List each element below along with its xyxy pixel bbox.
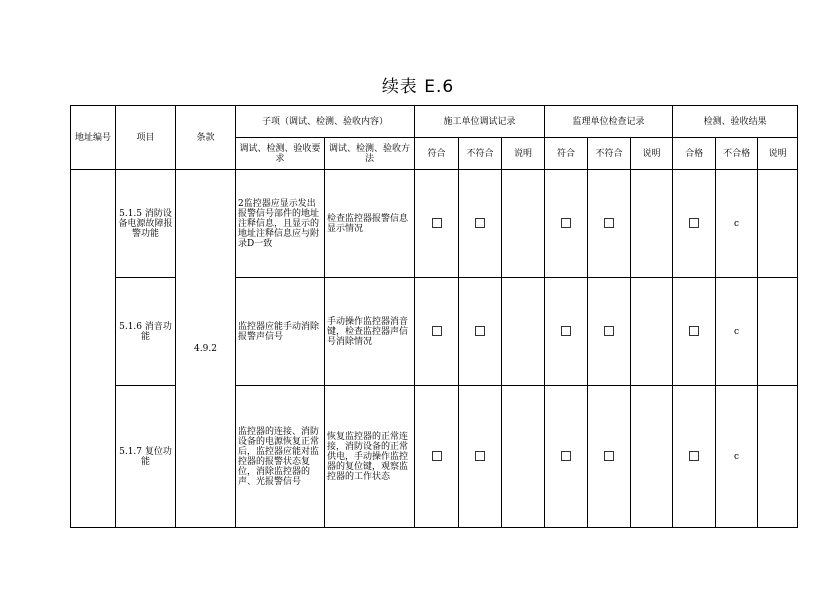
unqualified-mark[interactable]: c <box>734 326 740 337</box>
header-result-unqualified: 不合格 <box>716 138 758 170</box>
construction-note-cell[interactable] <box>502 170 545 278</box>
header-result-group: 检测、验收结果 <box>673 106 798 138</box>
method-cell: 手动操作监控器消音键，检查监控器声信号消除情况 <box>325 278 415 386</box>
construction-note-cell[interactable] <box>502 278 545 386</box>
header-project: 项目 <box>116 106 176 170</box>
project-cell: 5.1.7 复位功能 <box>116 386 176 528</box>
checkbox-icon[interactable] <box>432 326 442 336</box>
checkbox-icon[interactable] <box>475 218 485 228</box>
header-result-qualified: 合格 <box>673 138 716 170</box>
unqualified-mark[interactable]: c <box>734 218 740 229</box>
result-qualified-cell[interactable] <box>673 170 716 278</box>
header-construction-conform: 符合 <box>415 138 459 170</box>
checkbox-icon[interactable] <box>689 451 699 461</box>
result-unqualified-cell[interactable] <box>716 278 758 386</box>
header-construction-nonconform: 不符合 <box>459 138 502 170</box>
requirement-cell: 监控器应能手动消除报警声信号 <box>236 278 325 386</box>
supervision-note-cell[interactable] <box>631 278 673 386</box>
requirement-cell: 监控器的连接、消防设备的电源恢复正常后，监控器应能对监控器的报警状态复位，消除监控器的声、光报警信号 <box>236 386 325 528</box>
header-supervision-conform: 符合 <box>545 138 588 170</box>
construction-nonconform-cell[interactable] <box>459 170 502 278</box>
construction-conform-cell[interactable] <box>415 386 459 528</box>
result-unqualified-cell[interactable] <box>716 386 758 528</box>
result-note-cell[interactable] <box>758 278 798 386</box>
method-cell: 检查监控器报警信息显示情况 <box>325 170 415 278</box>
supervision-conform-cell[interactable] <box>545 278 588 386</box>
header-requirement: 调试、检测、验收要求 <box>236 138 325 170</box>
supervision-conform-cell[interactable] <box>545 170 588 278</box>
header-supervision-nonconform: 不符合 <box>588 138 631 170</box>
inspection-record-table <box>70 105 798 528</box>
result-unqualified-cell[interactable] <box>716 170 758 278</box>
result-qualified-cell[interactable] <box>673 278 716 386</box>
page-title: 续表 E.6 <box>381 77 455 97</box>
header-clause: 条款 <box>176 106 236 170</box>
construction-nonconform-cell[interactable] <box>459 386 502 528</box>
checkbox-icon[interactable] <box>475 451 485 461</box>
unqualified-mark[interactable]: c <box>734 451 740 462</box>
supervision-note-cell[interactable] <box>631 170 673 278</box>
supervision-nonconform-cell[interactable] <box>588 386 631 528</box>
checkbox-icon[interactable] <box>604 218 614 228</box>
checkbox-icon[interactable] <box>689 218 699 228</box>
result-qualified-cell[interactable] <box>673 386 716 528</box>
supervision-nonconform-cell[interactable] <box>588 170 631 278</box>
supervision-note-cell[interactable] <box>631 386 673 528</box>
header-result-note: 说明 <box>758 138 798 170</box>
construction-note-cell[interactable] <box>502 386 545 528</box>
result-note-cell[interactable] <box>758 170 798 278</box>
header-construction-group: 施工单位调试记录 <box>415 106 545 138</box>
construction-conform-cell[interactable] <box>415 278 459 386</box>
construction-conform-cell[interactable] <box>415 170 459 278</box>
supervision-nonconform-cell[interactable] <box>588 278 631 386</box>
construction-nonconform-cell[interactable] <box>459 278 502 386</box>
header-subitem-group: 子项（调试、检测、验收内容） <box>236 106 415 138</box>
header-address-code: 地址编号 <box>71 106 116 170</box>
supervision-conform-cell[interactable] <box>545 386 588 528</box>
project-cell: 5.1.5 消防设备电源故障报警功能 <box>116 170 176 278</box>
header-supervision-group: 监理单位检查记录 <box>545 106 673 138</box>
checkbox-icon[interactable] <box>432 218 442 228</box>
header-construction-note: 说明 <box>502 138 545 170</box>
method-cell: 恢复监控器的正常连接，消防设备的正常供电，手动操作监控器的复位键，观察监控器的工作状态 <box>325 386 415 528</box>
checkbox-icon[interactable] <box>432 451 442 461</box>
table-row <box>71 170 798 278</box>
checkbox-icon[interactable] <box>561 326 571 336</box>
project-cell: 5.1.6 消音功能 <box>116 278 176 386</box>
checkbox-icon[interactable] <box>604 326 614 336</box>
clause-cell: 4.9.2 <box>176 170 236 528</box>
checkbox-icon[interactable] <box>604 451 614 461</box>
checkbox-icon[interactable] <box>561 451 571 461</box>
requirement-cell: 2监控器应显示发出报警信号部件的地址注释信息，且显示的地址注释信息应与附录D一致 <box>236 170 325 278</box>
checkbox-icon[interactable] <box>689 326 699 336</box>
result-note-cell[interactable] <box>758 386 798 528</box>
header-method: 调试、检测、验收方法 <box>325 138 415 170</box>
header-supervision-note: 说明 <box>631 138 673 170</box>
checkbox-icon[interactable] <box>561 218 571 228</box>
address-code-cell[interactable] <box>71 170 116 528</box>
checkbox-icon[interactable] <box>475 326 485 336</box>
